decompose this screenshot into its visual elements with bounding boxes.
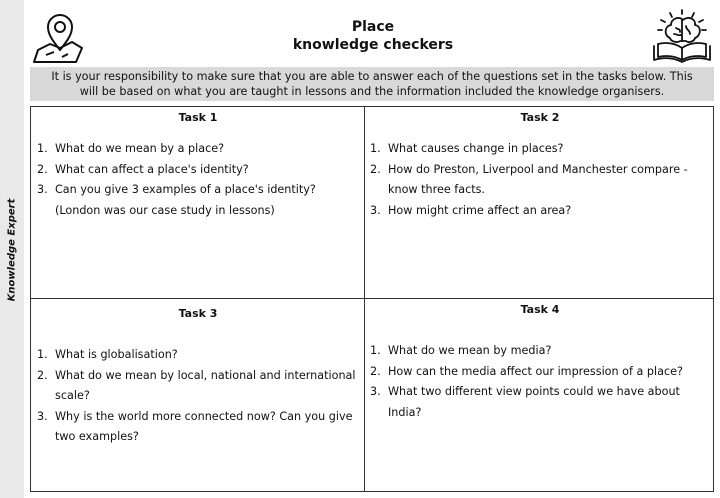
question-number: 3. xyxy=(37,183,48,196)
question-text: How can the media affect our impression of a place? xyxy=(388,364,683,378)
question-number: 2. xyxy=(370,364,381,378)
task-title: Task 3 xyxy=(178,307,218,320)
task-title: Task 1 xyxy=(178,111,218,124)
task-title: Task 4 xyxy=(520,303,560,316)
question-list xyxy=(370,341,710,423)
question-text: What is globalisation? xyxy=(55,348,178,361)
question-number: 1. xyxy=(37,348,48,361)
question-list xyxy=(37,345,359,448)
question-number: 2. xyxy=(37,368,48,382)
question-text: What do we mean by a place? xyxy=(55,142,225,155)
question-text: How do Preston, Liverpool and Manchester compare - know three facts. xyxy=(388,162,688,196)
question-item xyxy=(370,362,710,383)
task-3-cell xyxy=(37,307,359,448)
instructions-text: It is your responsibility to make sure that you are able to answer each of the questions set in the tasks below. This will be based on what you are taught in lessons and the information included the knowledge organisers. xyxy=(51,70,693,98)
grid-divider-vertical xyxy=(364,107,365,491)
question-text: What two different view points could we have about India? xyxy=(388,385,680,419)
question-item xyxy=(37,366,359,407)
task-2-cell xyxy=(370,111,710,221)
task-4-cell xyxy=(370,303,710,423)
question-number: 1. xyxy=(37,142,48,155)
side-strip xyxy=(0,0,24,498)
question-number: 3. xyxy=(370,203,381,217)
question-number: 3. xyxy=(370,385,381,398)
question-text: What causes change in places? xyxy=(388,142,564,155)
question-text: Why is the world more connected now? Can you give two examples? xyxy=(55,409,353,443)
question-item xyxy=(370,201,710,222)
question-text: What do we mean by media? xyxy=(388,344,552,357)
task-title: Task 2 xyxy=(520,111,560,124)
brain-book-icon xyxy=(650,8,714,64)
question-number: 2. xyxy=(370,162,381,176)
question-number: 1. xyxy=(370,142,381,155)
title-line-1: Place xyxy=(351,19,395,35)
tasks-grid xyxy=(30,106,714,492)
question-item xyxy=(370,382,710,423)
question-item xyxy=(37,407,359,448)
side-label: Knowledge Expert xyxy=(6,198,18,302)
instructions-banner xyxy=(30,67,714,101)
page-title xyxy=(30,18,716,54)
task-1-cell xyxy=(37,111,359,221)
question-item xyxy=(370,160,710,201)
grid-divider-horizontal xyxy=(31,298,713,299)
question-item xyxy=(370,341,710,362)
header xyxy=(30,6,716,66)
question-text: Can you give 3 examples of a place's identity? (London was our case study in lessons) xyxy=(55,183,316,217)
question-list xyxy=(37,139,359,221)
question-number: 3. xyxy=(37,409,48,423)
question-item xyxy=(37,160,359,181)
question-number: 1. xyxy=(370,344,381,357)
question-number: 2. xyxy=(37,162,48,176)
question-item xyxy=(370,139,710,160)
question-text: What can affect a place's identity? xyxy=(55,162,249,176)
title-line-2: knowledge checkers xyxy=(292,37,454,53)
question-text: What do we mean by local, national and international scale? xyxy=(55,368,356,402)
question-item xyxy=(37,180,359,221)
question-item xyxy=(37,345,359,366)
question-list xyxy=(370,139,710,221)
question-item xyxy=(37,139,359,160)
question-text: How might crime affect an area? xyxy=(388,203,572,217)
